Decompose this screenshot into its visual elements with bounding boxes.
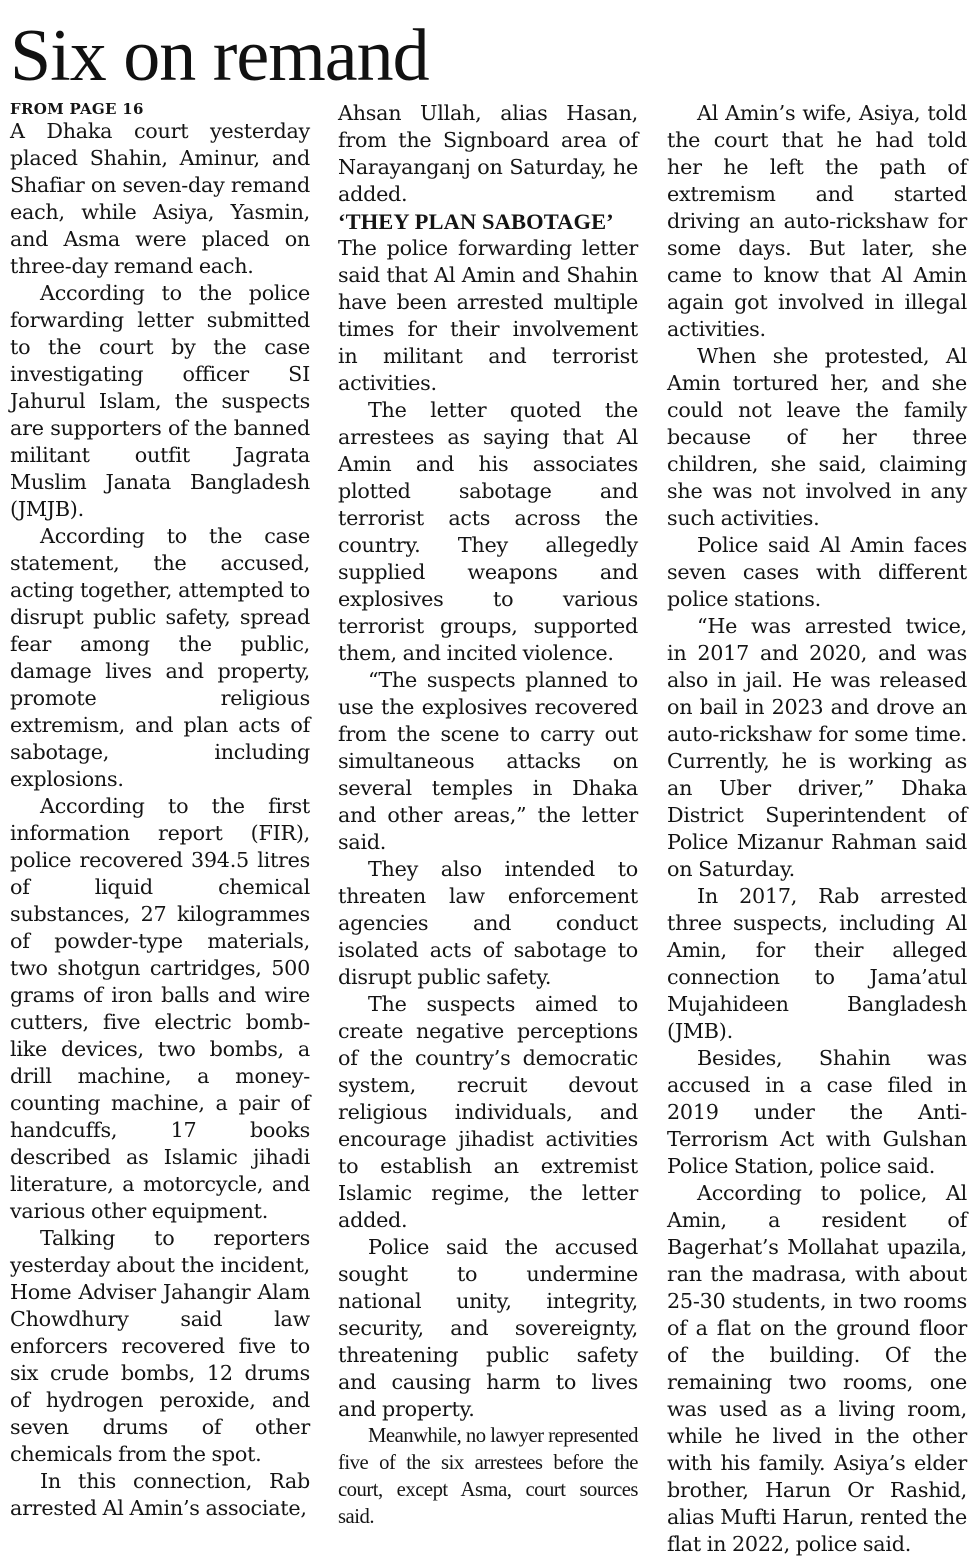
paragraph: According to the police forwarding letter submitted to the court by the case investigating officer SI Jahurul Islam, the suspects are supporters of the banned militant outfit Jagrata Muslim Janata Bangladesh (JMJB). — [10, 281, 310, 521]
paragraph: A Dhaka court yesterday placed Shahin, Aminur, and Shafiar on seven-day remand each, while Asiya, Yasmin, and Asma were placed on three-day remand each. — [10, 119, 310, 278]
paragraph: According to the case statement, the accused, acting together, attempted to disrupt public safety, spread fear among the public, damage lives and property, promote religious extremism, and plan acts of sabotage, including explosions. — [10, 524, 310, 791]
jump-line: FROM PAGE 16 — [10, 100, 144, 118]
paragraph: According to the first information report (FIR), police recovered 394.5 litres of liquid chemical substances, 27 kilogrammes of powder-type materials, two shotgun cartridges, 500 grams of iron balls and wire cutters, five electric bomb-like devices, two bombs, a drill machine, a money-counting machine, a pair of handcuffs, 17 books described as Islamic jihadi literature, a motorcycle, and various other equipment. — [10, 794, 310, 1223]
paragraph: According to police, Al Amin, a resident of Bagerhat’s Mollahat upazila, ran the madrasa, with about 25-30 students, in two rooms of a flat on the ground floor of the building. Of the remaining two rooms, one was used as a living room, while he lived in the other with his family. Asiya’s elder brother, Harun Or Rashid, alias Mufti Harun, rented the flat in 2022, police said. — [667, 1181, 967, 1556]
paragraph: Meanwhile, no lawyer represented five of the six arrestees before the court, except Asma, court sources said. — [338, 1425, 638, 1528]
paragraph: The police forwarding letter said that Al Amin and Shahin have been arrested multiple times for their involvement in militant and terrorist activities. — [338, 236, 638, 395]
headline: Six on remand — [10, 15, 429, 97]
paragraph: Police said the accused sought to undermine national unity, integrity, security, and sovereignty, threatening public safety and causing harm to lives and property. — [338, 1235, 638, 1421]
paragraph-continuation: Ahsan Ullah, alias Hasan, from the Signboard area of Narayanganj on Saturday, he added. — [338, 101, 638, 206]
article-column-1 — [10, 100, 310, 1536]
paragraph: Besides, Shahin was accused in a case filed in 2019 under the Anti-Terrorism Act with Gulshan Police Station, police said. — [667, 1046, 967, 1178]
paragraph: When she protested, Al Amin tortured her, and she could not leave the family because of her three children, she said, claiming she was not involved in any such activities. — [667, 344, 967, 530]
paragraph: “The suspects planned to use the explosives recovered from the scene to carry out simultaneous attacks on several temples in Dhaka and other areas,” the letter said. — [338, 668, 638, 854]
paragraph: Police said Al Amin faces seven cases with different police stations. — [667, 533, 967, 611]
paragraph: They also intended to threaten law enforcement agencies and conduct isolated acts of sabotage to disrupt public safety. — [338, 857, 638, 989]
subhead: ‘THEY PLAN SABOTAGE’ — [338, 209, 614, 234]
paragraph: The letter quoted the arrestees as saying that Al Amin and his associates plotted sabotage and terrorist acts across the country. They allegedly supplied weapons and explosives to various terrorist groups, supported them, and incited violence. — [338, 398, 638, 665]
paragraph: The suspects aimed to create negative perceptions of the country’s democratic system, recruit devout religious individuals, and encourage jihadist activities to establish an extremist Islamic regime, the letter added. — [338, 992, 638, 1232]
paragraph: Talking to reporters yesterday about the incident, Home Adviser Jahangir Alam Chowdhury said law enforcers recovered five to six crude bombs, 12 drums of hydrogen peroxide, and seven drums of other chemicals from the spot. — [10, 1226, 310, 1466]
article-column-2 — [338, 100, 638, 1536]
article-column-3 — [667, 100, 967, 1556]
paragraph-continued: In this connection, Rab arrested Al Amin’s associate, — [10, 1469, 310, 1520]
paragraph: “He was arrested twice, in 2017 and 2020, and was also in jail. He was released on bail in 2023 and drove an auto-rickshaw for some time. Currently, he is working as an Uber driver,” Dhaka District Superintendent of Police Mizanur Rahman said on Saturday. — [667, 614, 967, 881]
paragraph: Al Amin’s wife, Asiya, told the court that he had told her he left the path of extremism and started driving an auto-rickshaw for some days. But later, she came to know that Al Amin again got involved in illegal activities. — [667, 101, 967, 341]
paragraph: In 2017, Rab arrested three suspects, including Al Amin, for their alleged connection to Jama’atul Mujahideen Bangladesh (JMB). — [667, 884, 967, 1043]
